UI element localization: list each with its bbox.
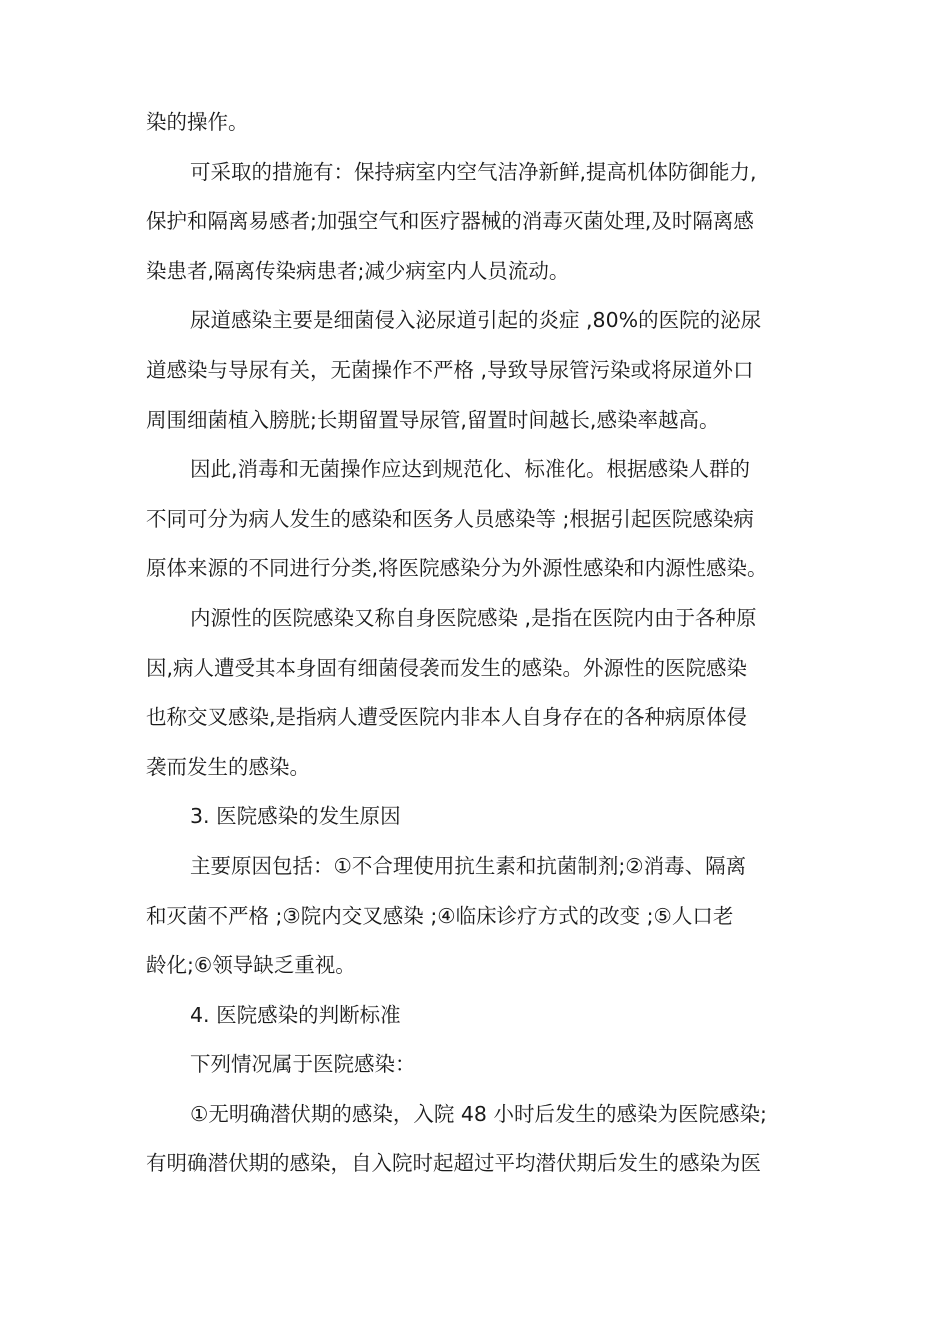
text-line-18: 龄化;⑥领导缺乏重视。 (146, 953, 356, 978)
section-heading-3: 3. 医院感染的发生原因 (190, 804, 401, 829)
text-line-22: 有明确潜伏期的感染，自入院时起超过平均潜伏期后发生的感染为医 (146, 1151, 761, 1176)
text-line-14: 袭而发生的感染。 (146, 754, 310, 779)
text-line-6: 道感染与导尿有关，无菌操作不严格 ,导致导尿管污染或将尿道外口 (146, 357, 754, 382)
text-line-8: 因此,消毒和无菌操作应达到规范化、标准化。根据感染人群的 (190, 457, 751, 482)
text-line-12: 因,病人遭受其本身固有细菌侵袭而发生的感染。外源性的医院感染 (146, 655, 748, 680)
text-line-21: ①无明确潜伏期的感染，入院 48 小时后发生的感染为医院感染; (190, 1101, 767, 1126)
text-line-10: 原体来源的不同进行分类,将医院感染分为外源性感染和内源性感染。 (146, 556, 768, 581)
text-line-7: 周围细菌植入膀胱;长期留置导尿管,留置时间越长,感染率越高。 (146, 407, 720, 432)
text-line-4: 染患者,隔离传染病患者;减少病室内人员流动。 (146, 258, 570, 283)
text-line-11: 内源性的医院感染又称自身医院感染 ,是指在医院内由于各种原 (190, 605, 757, 630)
text-line-17: 和灭菌不严格 ;③院内交叉感染 ;④临床诊疗方式的改变 ;⑤人口老 (146, 903, 734, 928)
text-line-9: 不同可分为病人发生的感染和医务人员感染等 ;根据引起医院感染病 (146, 506, 754, 531)
text-line-1: 染的操作。 (146, 110, 249, 134)
section-heading-4: 4. 医院感染的判断标准 (190, 1002, 401, 1027)
text-line-16: 主要原因包括：①不合理使用抗生素和抗菌制剂;②消毒、隔离 (190, 853, 747, 878)
text-line-5: 尿道感染主要是细菌侵入泌尿道引起的炎症 ,80%的医院的泌尿 (190, 308, 762, 333)
text-line-3: 保护和隔离易感者;加强空气和医疗器械的消毒灭菌处理,及时隔离感 (146, 209, 754, 234)
text-line-2: 可采取的措施有：保持病室内空气洁净新鲜,提高机体防御能力, (190, 159, 757, 184)
document-body (146, 98, 826, 1189)
text-line-13: 也称交叉感染,是指病人遭受医院内非本人自身存在的各种病原体侵 (146, 705, 748, 730)
text-line-20: 下列情况属于医院感染： (190, 1052, 416, 1077)
